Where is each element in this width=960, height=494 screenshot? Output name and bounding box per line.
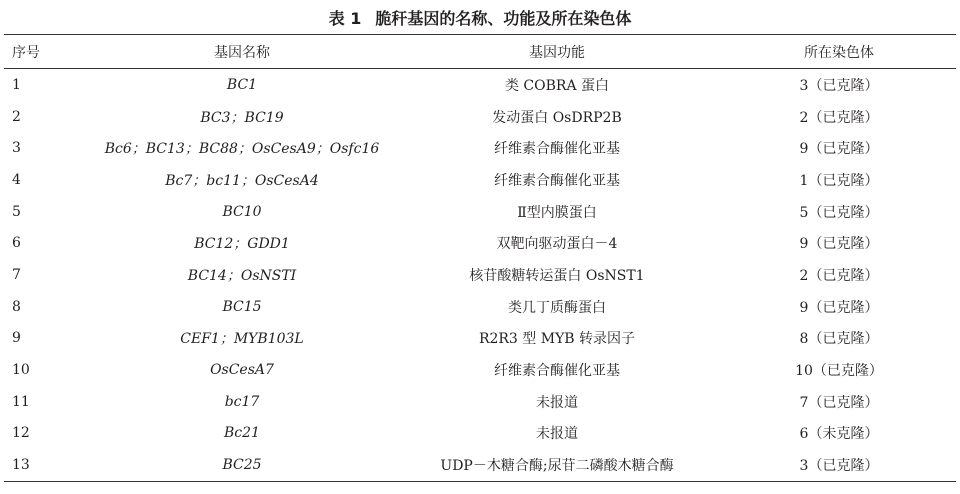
- cell-chromosome: 8（已克隆）: [799, 331, 879, 348]
- cell-chromosome: 9（已克隆）: [799, 299, 879, 316]
- cell-gene-name: BC25: [222, 457, 262, 474]
- cell-gene-function: Ⅱ型内膜蛋白: [517, 204, 597, 221]
- cell-id: 6: [12, 235, 21, 252]
- cell-id: 8: [12, 298, 21, 315]
- cell-gene-name: Bc21: [224, 425, 260, 442]
- table-row: [4, 227, 956, 259]
- cell-id: 1: [12, 76, 21, 93]
- cell-chromosome: 10（已克隆）: [795, 363, 883, 380]
- cell-chromosome: 6（未克隆）: [799, 426, 879, 443]
- cell-gene-function: 核苷酸糖转运蛋白 OsNST1: [469, 267, 645, 284]
- cell-id: 11: [12, 393, 30, 410]
- cell-id: 10: [12, 362, 30, 379]
- cell-id: 5: [12, 203, 21, 220]
- header-gene-function: 基因功能: [529, 44, 585, 61]
- header-gene-name: 基因名称: [214, 44, 270, 61]
- cell-id: 7: [12, 266, 21, 283]
- gene-table: [4, 34, 956, 482]
- table-row: [4, 354, 956, 386]
- cell-gene-name: BC15: [222, 298, 262, 315]
- cell-id: 13: [12, 457, 30, 474]
- header-row: [4, 35, 956, 69]
- cell-chromosome: 1（已克隆）: [799, 172, 879, 189]
- cell-gene-name: CEF1；MYB103L: [180, 331, 304, 348]
- cell-chromosome: 2（已克隆）: [799, 109, 879, 126]
- cell-gene-name: BC1: [226, 76, 258, 93]
- cell-gene-function: 发动蛋白 OsDRP2B: [492, 109, 622, 126]
- cell-chromosome: 3（已克隆）: [799, 77, 879, 94]
- cell-gene-name: BC12；GDD1: [194, 236, 290, 253]
- cell-gene-name: BC3；BC19: [200, 109, 284, 126]
- cell-id: 9: [12, 330, 21, 347]
- table-row: [4, 101, 956, 133]
- header-id: 序号: [12, 44, 40, 61]
- cell-gene-name: BC10: [222, 203, 262, 220]
- cell-id: 12: [12, 425, 30, 442]
- cell-id: 4: [12, 171, 21, 188]
- cell-gene-function: 未报道: [536, 426, 578, 443]
- cell-chromosome: 9（已克隆）: [799, 141, 879, 158]
- cell-gene-name: OsCesA7: [210, 362, 274, 379]
- table-row: [4, 291, 956, 323]
- cell-gene-name: BC14；OsNSTI: [187, 267, 297, 284]
- cell-gene-name: bc17: [224, 393, 260, 410]
- header-chromosome: 所在染色体: [804, 44, 874, 61]
- cell-id: 2: [12, 108, 21, 125]
- cell-gene-function: 纤维素合酶催化亚基: [494, 172, 620, 189]
- cell-chromosome: 2（已克隆）: [799, 267, 879, 284]
- cell-chromosome: 3（已克隆）: [799, 458, 879, 475]
- table-row: [4, 69, 956, 101]
- cell-chromosome: 5（已克隆）: [799, 204, 879, 221]
- table-row: [4, 449, 956, 481]
- cell-gene-name: Bc6；BC13；BC88；OsCesA9；Osfc16: [104, 141, 380, 158]
- table-row: [4, 164, 956, 196]
- cell-gene-function: 纤维素合酶催化亚基: [494, 141, 620, 158]
- cell-chromosome: 7（已克隆）: [799, 394, 879, 411]
- cell-gene-name: Bc7；bc11；OsCesA4: [165, 172, 319, 189]
- table-row: [4, 386, 956, 418]
- table-caption: 脆秆基因的名称、功能及所在染色体: [375, 9, 632, 28]
- table-row: [4, 323, 956, 355]
- table-row: [4, 259, 956, 291]
- table-header: [4, 35, 956, 69]
- cell-gene-function: 双靶向驱动蛋白－4: [496, 236, 618, 253]
- cell-gene-function: R2R3 型 MYB 转录因子: [478, 331, 636, 348]
- cell-gene-function: 类 COBRA 蛋白: [504, 77, 610, 94]
- table-body: [4, 69, 956, 482]
- cell-id: 3: [12, 140, 21, 157]
- cell-gene-function: 类几丁质酶蛋白: [508, 299, 606, 316]
- cell-gene-function: 纤维素合酶催化亚基: [494, 363, 620, 380]
- cell-gene-function: 未报道: [536, 394, 578, 411]
- table-row: [4, 196, 956, 228]
- table-title: [0, 6, 960, 29]
- table-number: 表 1: [328, 9, 362, 28]
- cell-chromosome: 9（已克隆）: [799, 236, 879, 253]
- table-row: [4, 132, 956, 164]
- table-row: [4, 418, 956, 450]
- cell-gene-function: UDP－木糖合酶;尿苷二磷酸木糖合酶: [440, 458, 674, 475]
